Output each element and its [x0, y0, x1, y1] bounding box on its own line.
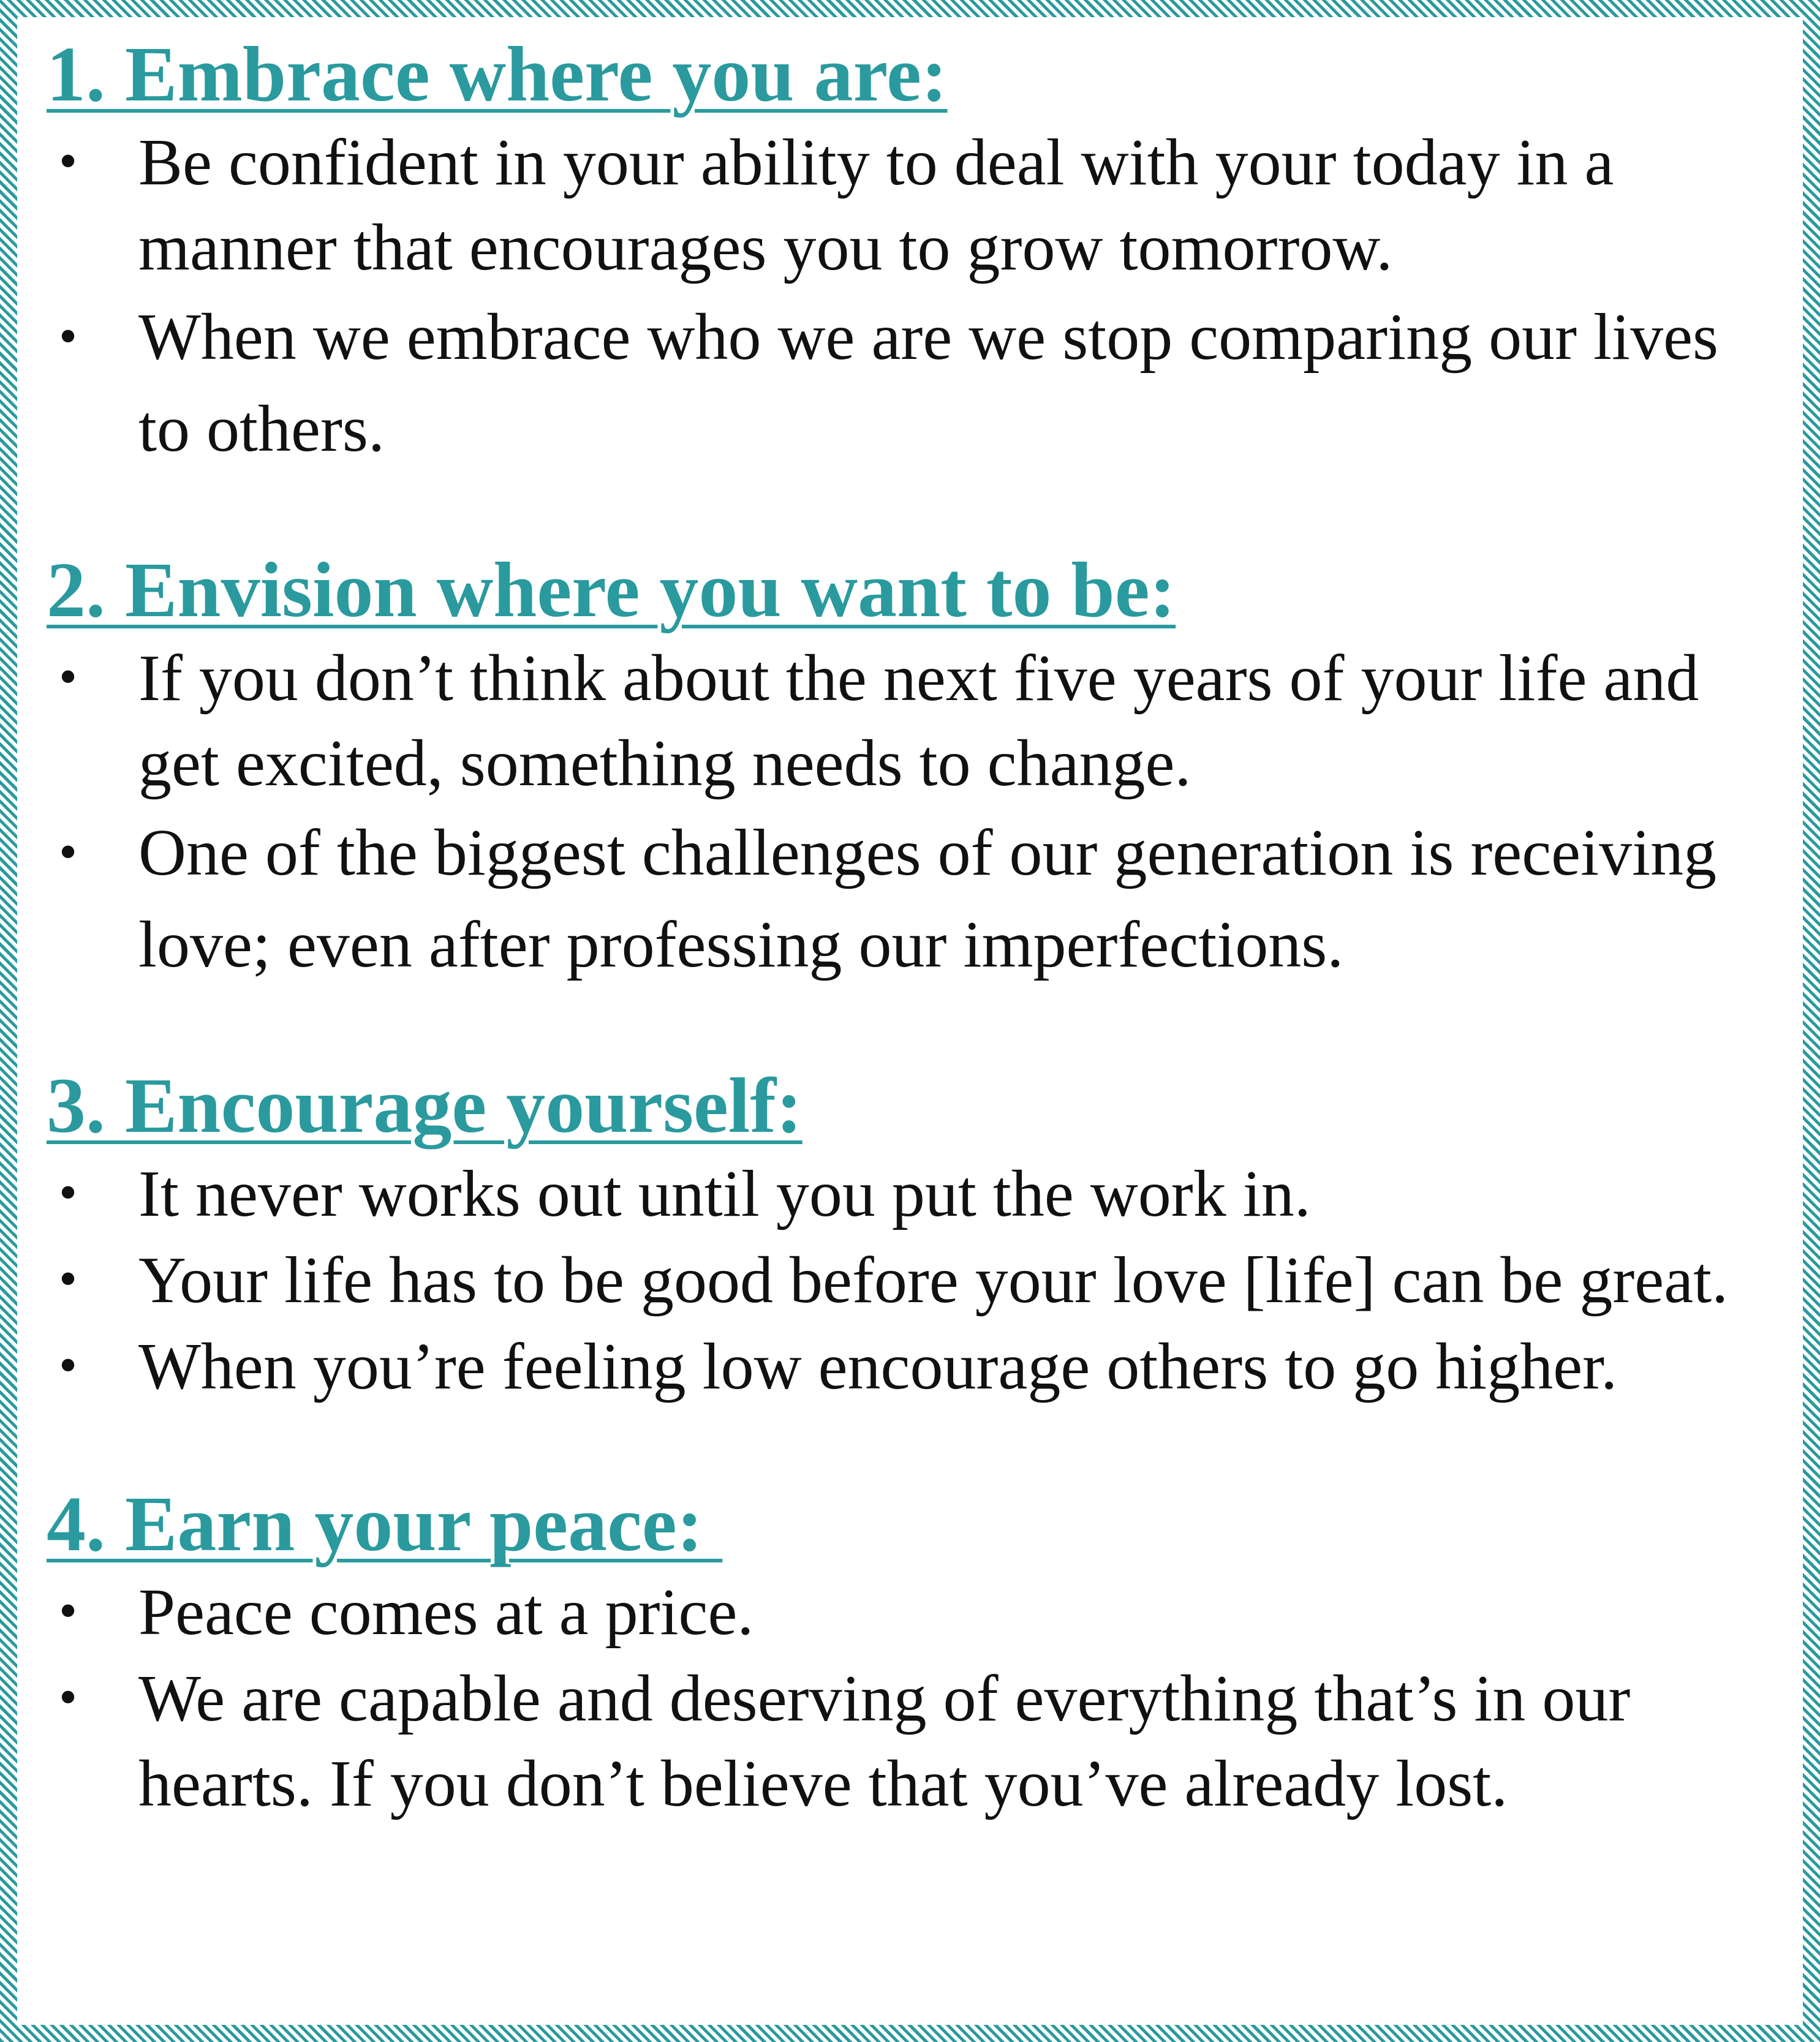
list-item-text: When we embrace who we are we stop comparing our lives to others. [138, 301, 1719, 465]
bullet-icon: • [55, 1341, 81, 1392]
list-item-text: One of the biggest challenges of our generation is receiving love; even after professing our imperfections. [138, 816, 1717, 981]
list-item [47, 1656, 1778, 1826]
section-heading: 1. Embrace where you are: [47, 31, 948, 118]
bullet-list [47, 1151, 1778, 1409]
bullet-list [47, 120, 1778, 475]
bullet-list [47, 1570, 1778, 1826]
section-heading: 3. Encourage yourself: [47, 1062, 802, 1149]
document-content [47, 28, 1778, 1826]
bullet-icon: • [55, 1673, 81, 1724]
list-item [47, 1324, 1778, 1409]
list-item-text: Peace comes at a price. [138, 1576, 754, 1649]
section-heading: 2. Envision where you want to be: [47, 546, 1176, 633]
section-heading: 4. Earn your peace: [47, 1480, 723, 1567]
section-embrace [47, 28, 1778, 475]
document-panel [17, 17, 1803, 2025]
list-item [47, 636, 1778, 806]
bullet-icon: • [55, 1255, 81, 1305]
bullet-icon: • [55, 137, 81, 187]
list-item [47, 1570, 1778, 1655]
list-item-text: It never works out until you put the work in. [138, 1158, 1311, 1230]
list-item-text: Your life has to be good before your love [life] can be great. [138, 1244, 1729, 1317]
section-envision [47, 544, 1778, 991]
bullet-icon: • [55, 1587, 81, 1637]
list-item [47, 120, 1778, 290]
list-item [47, 807, 1778, 991]
list-item-text: When you’re feeling low encourage others to go higher. [138, 1330, 1618, 1403]
bullet-icon: • [55, 653, 81, 703]
list-item [47, 1238, 1778, 1323]
list-item-text: Be confident in your ability to deal with your today in a manner that encourages you to grow tomorrow. [138, 126, 1614, 284]
bullet-icon: • [55, 1169, 81, 1219]
list-item-text: If you don’t think about the next five years of your life and get excited, something needs to change. [138, 642, 1699, 800]
section-earn [47, 1478, 1778, 1826]
bullet-icon: • [55, 312, 81, 363]
section-encourage [47, 1060, 1778, 1409]
bullet-list [47, 636, 1778, 991]
list-item [47, 292, 1778, 475]
list-item-text: We are capable and deserving of everything that’s in our hearts. If you don’t believe that you’ve already lost. [138, 1662, 1631, 1820]
list-item [47, 1151, 1778, 1237]
bullet-icon: • [55, 828, 81, 878]
